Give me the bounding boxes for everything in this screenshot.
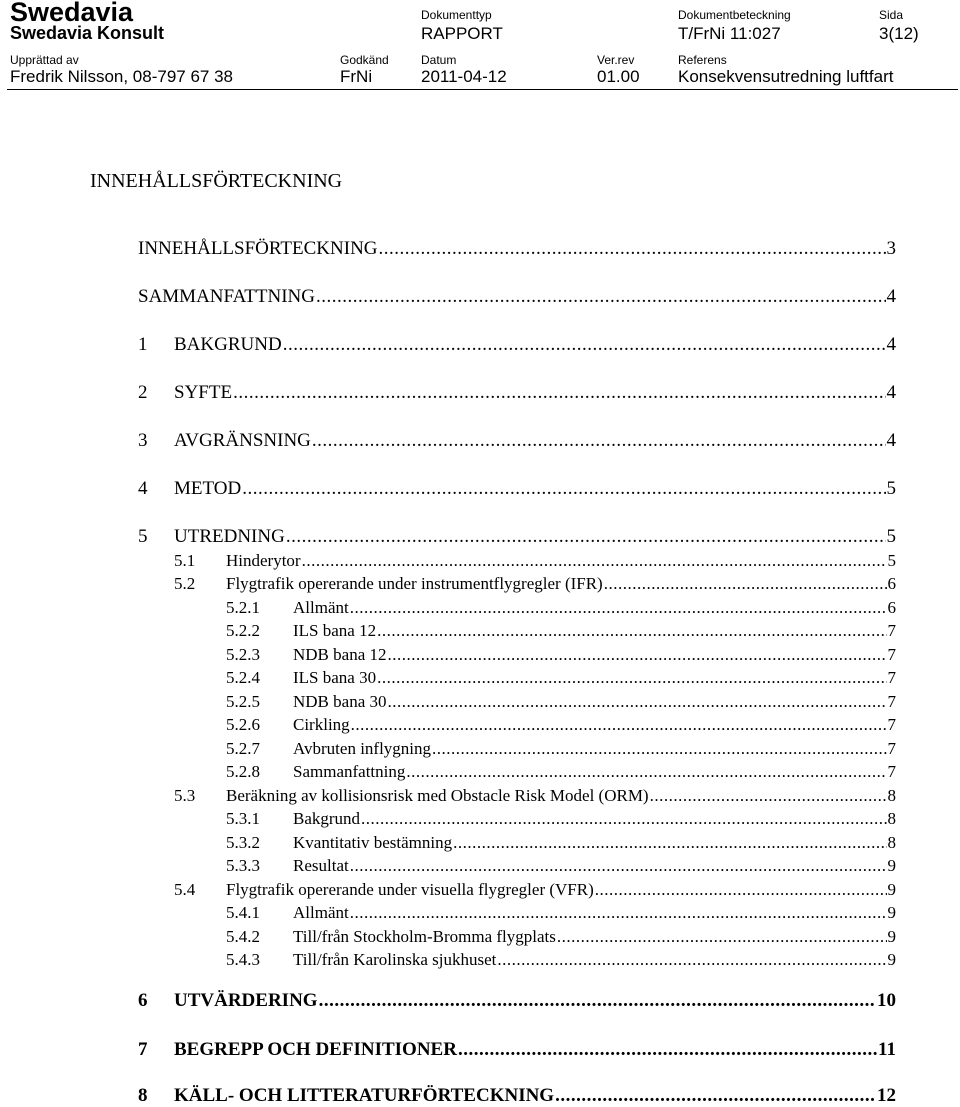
toc-entry-number: 5.3.1 xyxy=(226,809,260,828)
toc-entry[interactable] xyxy=(226,762,896,782)
date-label: Datum xyxy=(421,53,457,67)
toc-entry-number: 5.2.3 xyxy=(226,645,260,664)
toc-leader-dots xyxy=(377,621,886,641)
toc-leader-dots xyxy=(350,856,887,876)
toc-entry[interactable] xyxy=(138,1039,896,1061)
toc-entry-page: 4 xyxy=(886,430,896,451)
toc-leader-dots xyxy=(604,574,887,594)
toc-entry[interactable] xyxy=(226,621,896,641)
toc-entry-label: Avbruten inflygning xyxy=(293,739,432,758)
toc-leader-dots xyxy=(286,526,886,548)
toc-entry-page: 4 xyxy=(886,382,896,403)
toc-entry-number: 5.3.2 xyxy=(226,833,260,852)
toc-entry-label: UTREDNING xyxy=(174,526,285,547)
toc-entry-number: 5.3 xyxy=(174,786,196,805)
toc-entry-page: 9 xyxy=(887,927,896,946)
toc-leader-dots xyxy=(406,762,886,782)
toc-entry-page: 7 xyxy=(887,762,896,781)
toc-entry[interactable] xyxy=(138,1085,896,1107)
toc-entry-label: Resultat xyxy=(293,856,349,875)
toc-entry-label: METOD xyxy=(174,478,242,499)
toc-entry[interactable] xyxy=(138,334,896,356)
toc-entry[interactable] xyxy=(226,715,896,735)
toc-entry-label: Hinderytor xyxy=(226,551,301,570)
toc-leader-dots xyxy=(557,927,887,947)
toc-entry[interactable] xyxy=(174,880,896,900)
toc-entry-label: Flygtrafik opererande under visuella flygregler (VFR) xyxy=(226,880,594,899)
toc-entry[interactable] xyxy=(138,430,896,452)
toc-leader-dots xyxy=(350,903,887,923)
toc-entry-label: NDB bana 30 xyxy=(293,692,387,711)
toc-entry-number: 5.4.2 xyxy=(226,927,260,946)
toc-leader-dots xyxy=(387,645,886,665)
toc-entry-page: 4 xyxy=(886,286,896,307)
toc-entry[interactable] xyxy=(138,286,896,308)
reference-label: Referens xyxy=(678,53,727,67)
toc-entry-page: 9 xyxy=(887,950,896,969)
toc-entry-number: 5.2.1 xyxy=(226,598,260,617)
toc-entry-label: Allmänt xyxy=(293,598,349,617)
toc-entry-page: 11 xyxy=(878,1039,896,1060)
toc-leader-dots xyxy=(316,286,886,308)
toc-leader-dots xyxy=(242,478,885,500)
toc-entry-number: 5 xyxy=(138,526,148,547)
toc-entry-label: SYFTE xyxy=(174,382,233,403)
toc-entry[interactable] xyxy=(226,950,896,970)
toc-entry-label: Till/från Karolinska sjukhuset xyxy=(293,950,497,969)
toc-leader-dots xyxy=(379,238,886,260)
toc-entry-page: 7 xyxy=(887,645,896,664)
toc-leader-dots xyxy=(350,598,887,618)
toc-entry[interactable] xyxy=(138,382,896,404)
toc-entry[interactable] xyxy=(226,598,896,618)
toc-leader-dots xyxy=(361,809,886,829)
toc-entry-label: Flygtrafik opererande under instrumentflygregler (IFR) xyxy=(226,574,603,593)
toc-entry[interactable] xyxy=(226,833,896,853)
toc-entry-number: 5.3.3 xyxy=(226,856,260,875)
toc-entry-number: 1 xyxy=(138,334,148,355)
author-label: Upprättad av xyxy=(10,53,79,67)
toc-entry-number: 3 xyxy=(138,430,148,451)
logo-swedavia: Swedavia xyxy=(10,0,134,27)
toc-heading: INNEHÅLLSFÖRTECKNING xyxy=(90,170,343,192)
toc-entry-page: 9 xyxy=(887,880,896,899)
toc-leader-dots xyxy=(458,1039,877,1061)
toc-entry-number: 5.2 xyxy=(174,574,196,593)
toc-entry-label: Kvantitativ bestämning xyxy=(293,833,453,852)
toc-entry[interactable] xyxy=(226,856,896,876)
author-value: Fredrik Nilsson, 08-797 67 38 xyxy=(10,67,234,86)
date-value: 2011-04-12 xyxy=(421,67,507,86)
toc-leader-dots xyxy=(377,668,886,688)
toc-entry-label: BAKGRUND xyxy=(174,334,282,355)
toc-entry-page: 7 xyxy=(887,668,896,687)
revision-label: Ver.rev xyxy=(597,53,635,67)
toc-entry-number: 5.2.7 xyxy=(226,739,260,758)
toc-entry-number: 5.4.3 xyxy=(226,950,260,969)
toc-entry[interactable] xyxy=(226,927,896,947)
toc-leader-dots xyxy=(595,880,887,900)
toc-entry-number: 5.2.8 xyxy=(226,762,260,781)
toc-entry-page: 7 xyxy=(887,692,896,711)
toc-entry-page: 5 xyxy=(886,526,896,547)
approved-label: Godkänd xyxy=(340,53,389,67)
toc-entry-number: 5.1 xyxy=(174,551,196,570)
toc-entry-number: 2 xyxy=(138,382,148,403)
toc-leader-dots xyxy=(387,692,886,712)
toc-entry-label: SAMMANFATTNING xyxy=(138,286,315,307)
toc-entry-page: 5 xyxy=(886,478,896,499)
header-divider xyxy=(7,89,958,90)
toc-leader-dots xyxy=(432,739,886,759)
docid-label: Dokumentbeteckning xyxy=(678,8,791,22)
toc-leader-dots xyxy=(312,430,886,452)
toc-entry-page: 6 xyxy=(887,598,896,617)
toc-entry-number: 5.2.4 xyxy=(226,668,260,687)
toc-entry-page: 6 xyxy=(887,574,896,593)
toc-entry[interactable] xyxy=(226,645,896,665)
document-header xyxy=(0,0,960,92)
logo-swedavia-konsult: Swedavia Konsult xyxy=(10,23,165,43)
toc-entry[interactable] xyxy=(226,692,896,712)
toc-entry-label: UTVÄRDERING xyxy=(174,990,318,1011)
toc-entry[interactable] xyxy=(226,809,896,829)
toc-entry-label: Cirkling xyxy=(293,715,350,734)
toc-entry-number: 5.2.2 xyxy=(226,621,260,640)
toc-entry-page: 12 xyxy=(877,1085,896,1106)
toc-entry-number: 6 xyxy=(138,990,148,1011)
toc-entry-label: Sammanfattning xyxy=(293,762,406,781)
toc-leader-dots xyxy=(453,833,886,853)
toc-leader-dots xyxy=(555,1085,876,1107)
toc-entry-label: KÄLL- OCH LITTERATURFÖRTECKNING xyxy=(174,1085,555,1106)
docid-value: T/FrNi 11:027 xyxy=(678,24,781,43)
toc-entry-label: ILS bana 12 xyxy=(293,621,377,640)
toc-entry-label: Allmänt xyxy=(293,903,349,922)
toc-entry-page: 4 xyxy=(886,334,896,355)
toc-entry-page: 7 xyxy=(887,715,896,734)
toc-leader-dots xyxy=(319,990,876,1012)
toc-leader-dots xyxy=(302,551,887,571)
toc-entry-number: 8 xyxy=(138,1085,148,1106)
toc-leader-dots xyxy=(650,786,887,806)
toc-entry-label: AVGRÄNSNING xyxy=(174,430,311,451)
toc-entry-label: BEGREPP OCH DEFINITIONER xyxy=(174,1039,457,1060)
toc-entry-page: 8 xyxy=(887,833,896,852)
toc-entry[interactable] xyxy=(138,238,896,260)
toc-entry[interactable] xyxy=(174,551,896,571)
toc-entry[interactable] xyxy=(138,990,896,1012)
toc-entry-page: 10 xyxy=(877,990,896,1011)
toc-entry[interactable] xyxy=(174,574,896,594)
toc-entry-page: 7 xyxy=(887,739,896,758)
toc-entry-number: 7 xyxy=(138,1039,148,1060)
toc-entry-page: 9 xyxy=(887,856,896,875)
toc-entry-number: 5.4.1 xyxy=(226,903,260,922)
page-value: 3(12) xyxy=(879,24,919,43)
toc-entry-page: 8 xyxy=(887,786,896,805)
toc-entry[interactable] xyxy=(138,478,896,500)
toc-leader-dots xyxy=(283,334,886,356)
toc-entry-page: 9 xyxy=(887,903,896,922)
approved-value: FrNi xyxy=(340,67,373,86)
toc-entry-label: Beräkning av kollisionsrisk med Obstacle Risk Model (ORM) xyxy=(226,786,649,805)
doctype-label: Dokumenttyp xyxy=(421,8,492,22)
toc-entry[interactable] xyxy=(226,739,896,759)
toc-entry-label: INNEHÅLLSFÖRTECKNING xyxy=(138,238,378,259)
toc-entry-page: 7 xyxy=(887,621,896,640)
toc-entry-number: 5.2.6 xyxy=(226,715,260,734)
toc-entry[interactable] xyxy=(138,526,896,548)
toc-entry-number: 4 xyxy=(138,478,148,499)
toc-entry-label: NDB bana 12 xyxy=(293,645,387,664)
toc-leader-dots xyxy=(497,950,886,970)
doctype-value: RAPPORT xyxy=(421,24,503,43)
toc-leader-dots xyxy=(351,715,887,735)
toc-entry-page: 5 xyxy=(887,551,896,570)
revision-value: 01.00 xyxy=(597,67,640,86)
toc-entry-label: Bakgrund xyxy=(293,809,361,828)
toc-entry-number: 5.2.5 xyxy=(226,692,260,711)
toc-leader-dots xyxy=(233,382,885,404)
toc-entry-label: Till/från Stockholm-Bromma flygplats xyxy=(293,927,556,946)
toc-entry[interactable] xyxy=(226,668,896,688)
toc-entry-label: ILS bana 30 xyxy=(293,668,377,687)
reference-value: Konsekvensutredning luftfart xyxy=(678,67,894,86)
toc-entry[interactable] xyxy=(226,903,896,923)
page-label: Sida xyxy=(879,8,904,22)
toc-entry-page: 8 xyxy=(887,809,896,828)
toc-entry-page: 3 xyxy=(886,238,896,259)
toc-entry[interactable] xyxy=(174,786,896,806)
toc-entry-number: 5.4 xyxy=(174,880,196,899)
